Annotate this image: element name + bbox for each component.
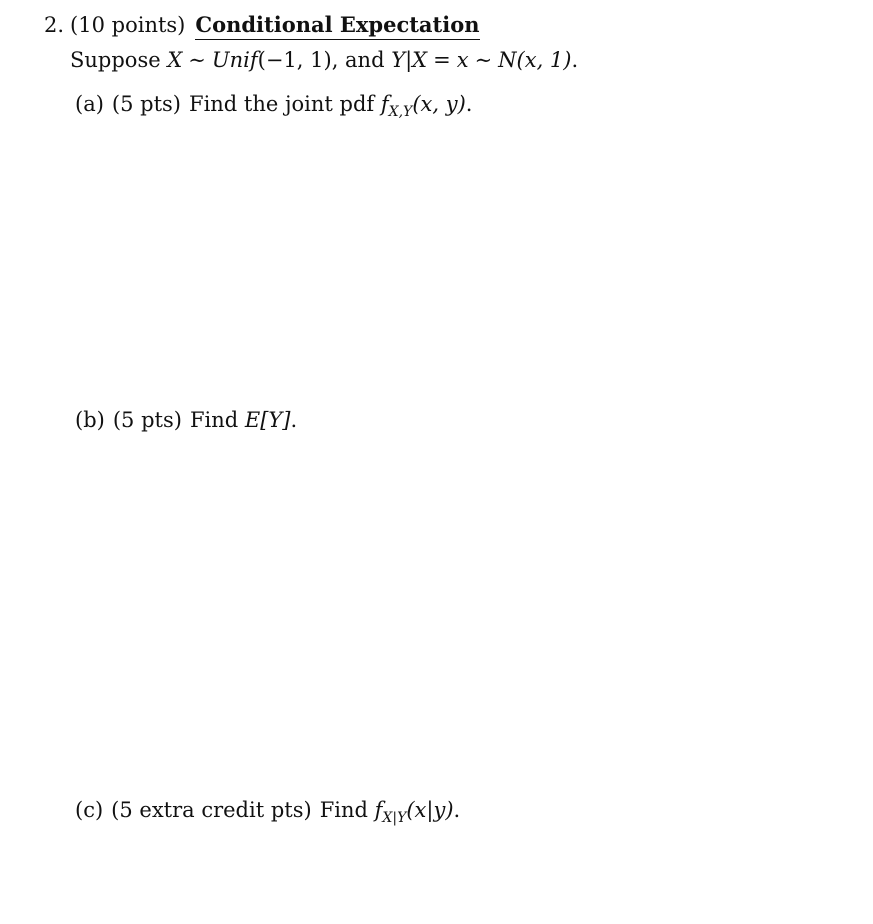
part-b-end: .: [290, 408, 298, 432]
part-b-label: (b): [75, 408, 105, 432]
uniform-name: Unif: [211, 48, 258, 72]
problem-points: (10 points): [70, 13, 186, 37]
part-a: [75, 91, 473, 120]
part-c-f: f: [374, 798, 383, 822]
normal-args: (x, 1): [516, 48, 572, 72]
part-a-args: (x, y): [412, 92, 466, 116]
sim-symbol: ∼: [188, 48, 206, 72]
problem-number: 2.: [44, 13, 65, 37]
part-a-points: (5 pts): [111, 92, 181, 116]
part-b: [75, 407, 297, 433]
statement-conjunction: , and: [331, 48, 385, 72]
part-c: [75, 797, 461, 826]
sim-symbol-2: ∼: [474, 48, 493, 72]
part-b-expression: E[Y]: [244, 408, 291, 432]
part-a-text: Find the joint pdf: [189, 92, 375, 116]
part-c-end: .: [453, 798, 461, 822]
statement-end: .: [571, 48, 579, 72]
part-a-end: .: [465, 92, 473, 116]
part-b-text: Find: [189, 408, 239, 432]
problem-header: [44, 12, 480, 38]
part-a-label: (a): [75, 92, 104, 116]
part-b-points: (5 pts): [112, 408, 182, 432]
statement-prefix: Suppose: [70, 48, 161, 72]
x-value: x: [456, 48, 469, 72]
equals-symbol: =: [433, 48, 451, 72]
problem-title: Conditional Expectation: [195, 12, 479, 40]
part-a-f: f: [380, 92, 389, 116]
part-c-subscript: X|Y: [382, 810, 407, 826]
part-c-args: (x|y): [406, 798, 454, 822]
part-c-points: (5 extra credit pts): [111, 798, 312, 822]
normal-name: N: [498, 48, 517, 72]
x-variable: X: [167, 48, 183, 72]
problem-statement: [70, 47, 578, 73]
part-c-label: (c): [75, 798, 104, 822]
y-given-x: Y|X: [391, 48, 428, 72]
part-a-subscript: X,Y: [388, 104, 413, 120]
uniform-args: (−1, 1): [257, 48, 332, 72]
part-c-text: Find: [319, 798, 368, 822]
